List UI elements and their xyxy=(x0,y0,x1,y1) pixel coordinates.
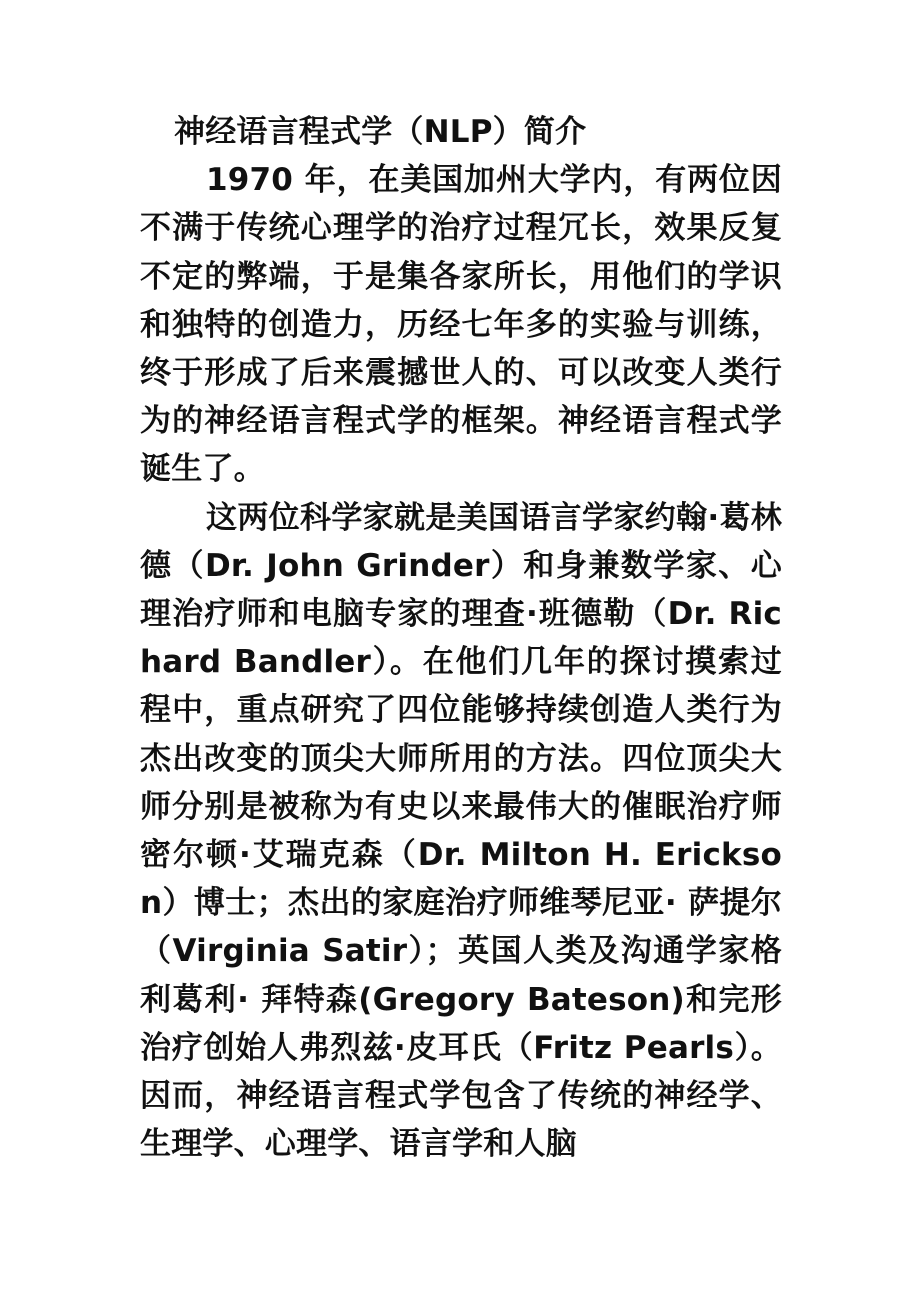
paragraph-founders: 这两位科学家就是美国语言学家约翰·葛林德（Dr. John Grinder）和身兼数学家、心理治疗师和电脑专家的理查·班德勒（Dr. Richard Bandler）。在他们几年的探讨摸索过程中，重点研究了四位能够持续创造人类行为杰出改变的顶尖大师所用的方法。四位顶尖大师分别是被称为有史以来最伟大的催眠治疗师密尔顿·艾瑞克森（Dr. Milton H. Erickson）博士；杰出的家庭治疗师维琴尼亚· 萨提尔（Virginia Satir）；英国人类及沟通学家格利葛利· 拜特森(Gregory Bateson)和完形治疗创始人弗烈兹·皮耳氏（Fritz Pearls）。因而，神经语言程式学包含了传统的神经学、生理学、心理学、语言学和人脑 xyxy=(140,499,782,1163)
document-body xyxy=(140,108,782,1168)
paragraph-history: 1970 年，在美国加州大学内，有两位因不满于传统心理学的治疗过程冗长，效果反复不定的弊端，于是集各家所长，用他们的学识和独特的创造力，历经七年多的实验与训练，终于形成了后来震撼世人的、可以改变人类行为的神经语言程式学的框架。神经语言程式学诞生了。 xyxy=(140,162,782,488)
document-title: 神经语言程式学（NLP）简介 xyxy=(174,114,587,150)
